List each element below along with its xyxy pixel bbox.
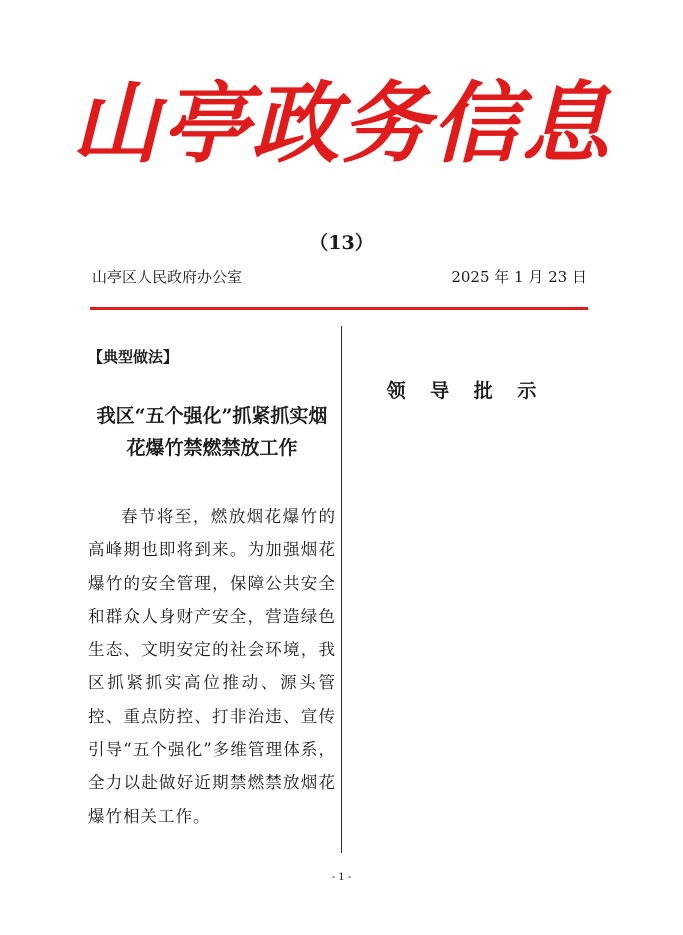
issue-number: （13）: [309, 232, 374, 254]
article-body: 春节将至，燃放烟花爆竹的高峰期也即将到来。为加强烟花爆竹的安全管理，保障公共安全和群众人身财产安全，营造绿色生态、文明安定的社会环境，我区抓紧抓实高位推动、源头管控、重点防控、打非治违、宣传引导“五个强化”多维管理体系，全力以赴做好近期禁燃禁放烟花爆竹相关工作。: [88, 507, 336, 826]
issuing-office: 山亭区人民政府办公室: [92, 268, 243, 286]
issue-date: 2025 年 1 月 23 日: [451, 268, 587, 286]
section-tag: 【典型做法】: [88, 348, 179, 366]
column-divider: [341, 326, 342, 853]
leader-review-title: 领 导 批 示: [386, 380, 546, 402]
page-number: - 1 -: [331, 872, 352, 883]
article-headline: 我区“五个强化”抓紧抓实烟花爆竹禁燃禁放工作: [96, 405, 328, 459]
masthead-title: 山亭政务信息: [71, 71, 612, 175]
red-divider: [90, 307, 588, 310]
